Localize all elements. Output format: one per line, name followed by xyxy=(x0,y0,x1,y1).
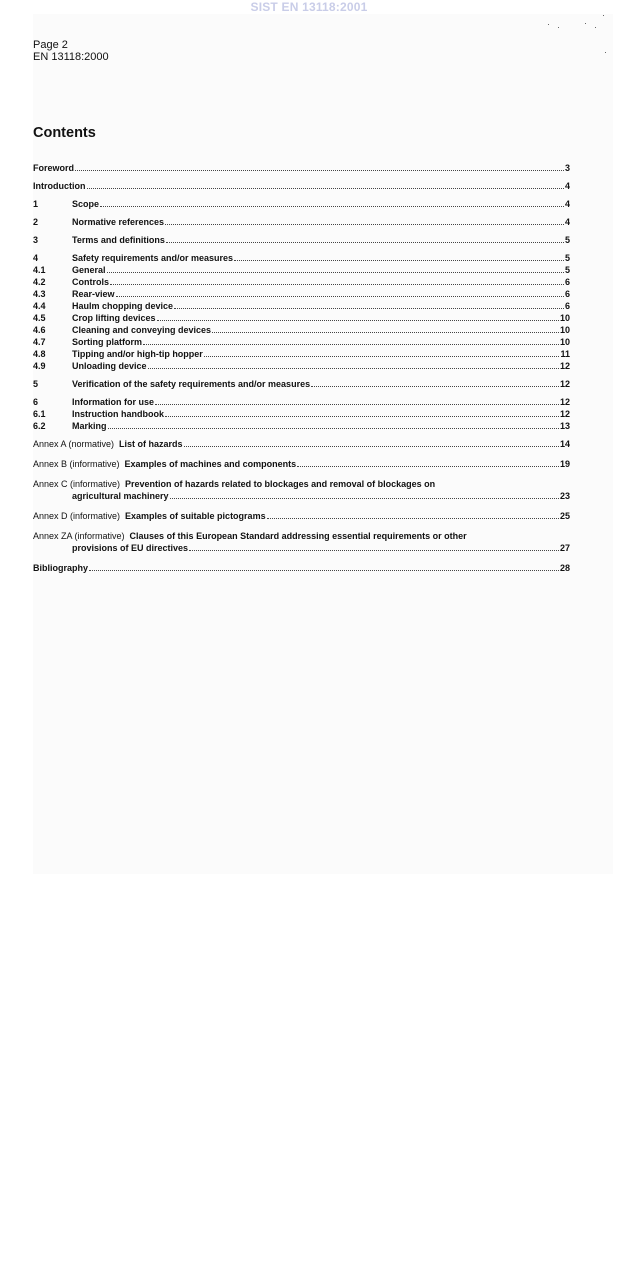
toc-entry-page: 23 xyxy=(559,491,570,501)
toc-entry-cleaning-conveying[interactable] xyxy=(33,324,570,336)
toc-entry-bibliography[interactable] xyxy=(33,562,570,574)
dot-leader xyxy=(234,260,564,261)
toc-entry-information-for-use[interactable] xyxy=(33,396,570,408)
toc-entry-verification[interactable] xyxy=(33,378,570,390)
dot-leader xyxy=(184,446,559,447)
toc-entry-number: 4.9 xyxy=(33,361,46,371)
toc-entry-title: Terms and definitions xyxy=(72,235,165,245)
toc-entry-rear-view[interactable] xyxy=(33,288,570,300)
toc-entry-title: Controls xyxy=(72,277,109,287)
toc-entry-number: 6.2 xyxy=(33,421,46,431)
dot-leader xyxy=(157,320,559,321)
toc-entry-title: Information for use xyxy=(72,397,155,407)
contents-heading: Contents xyxy=(33,125,96,141)
dot-leader xyxy=(75,170,564,171)
dot-leader xyxy=(297,466,559,467)
toc-entry-page: 19 xyxy=(559,459,570,469)
toc-entry-marking[interactable] xyxy=(33,420,570,432)
toc-entry-title: Foreword xyxy=(33,163,75,173)
dot-leader xyxy=(148,368,559,369)
toc-entry-title: List of hazards xyxy=(119,439,183,449)
toc-entry-title: Bibliography xyxy=(33,563,89,573)
toc-entry-page: 6 xyxy=(564,277,570,287)
toc-entry-controls[interactable] xyxy=(33,276,570,288)
toc-entry-page: 25 xyxy=(559,511,570,521)
toc-entry-number: 1 xyxy=(33,199,39,209)
toc-entry-annex-d[interactable] xyxy=(33,510,570,522)
dot-leader xyxy=(267,518,559,519)
toc-entry-title: Introduction xyxy=(33,181,86,191)
toc-entry-page: 14 xyxy=(559,439,570,449)
toc-entry-number: 6.1 xyxy=(33,409,46,419)
toc-entry-annex-b[interactable] xyxy=(33,458,570,470)
toc-entry-page: 11 xyxy=(560,349,570,359)
toc-entry-page: 12 xyxy=(559,379,570,389)
toc-entry-title: Clauses of this European Standard addressing essential requirements or other xyxy=(129,531,467,541)
dot-leader xyxy=(143,344,559,345)
toc-entry-title: Prevention of hazards related to blockages and removal of blockages on xyxy=(125,479,436,489)
toc-entry-foreword[interactable] xyxy=(33,162,570,174)
toc-entry-page: 6 xyxy=(564,289,570,299)
dot-leader xyxy=(100,206,564,207)
toc-entry-page: 13 xyxy=(559,421,570,431)
toc-entry-general[interactable] xyxy=(33,264,570,276)
toc-entry-number: 4.5 xyxy=(33,313,46,323)
toc-entry-title: Instruction handbook xyxy=(72,409,164,419)
toc-entry-number: 3 xyxy=(33,235,39,245)
toc-entry-page: 3 xyxy=(564,163,570,173)
toc-entry-introduction[interactable] xyxy=(33,180,570,192)
table-of-contents xyxy=(33,162,570,574)
toc-entry-number: 2 xyxy=(33,217,39,227)
toc-entry-page: 28 xyxy=(559,563,570,573)
dot-leader xyxy=(174,308,564,309)
toc-entry-sorting-platform[interactable] xyxy=(33,336,570,348)
toc-entry-annex-a[interactable] xyxy=(33,438,570,450)
page-number-label: Page 2 xyxy=(33,39,68,51)
toc-entry-title: Sorting platform xyxy=(72,337,142,347)
toc-entry-number: 4.4 xyxy=(33,301,46,311)
toc-entry-page: 10 xyxy=(559,337,570,347)
dot-leader xyxy=(108,428,559,429)
toc-entry-title: Unloading device xyxy=(72,361,147,371)
toc-entry-annex-za[interactable] xyxy=(33,530,570,554)
dot-leader xyxy=(165,416,559,417)
toc-entry-number: 6 xyxy=(33,397,39,407)
toc-entry-normative-references[interactable] xyxy=(33,216,570,228)
toc-entry-title: Examples of machines and components xyxy=(124,459,297,469)
annex-label: Annex ZA (informative) xyxy=(33,531,125,541)
toc-entry-safety-requirements[interactable] xyxy=(33,252,570,264)
toc-entry-title: Tipping and/or high-tip hopper xyxy=(72,349,203,359)
toc-entry-title: Marking xyxy=(72,421,107,431)
toc-entry-title: Crop lifting devices xyxy=(72,313,156,323)
toc-entry-page: 4 xyxy=(564,217,570,227)
dot-leader xyxy=(155,404,559,405)
toc-entry-unloading-device[interactable] xyxy=(33,360,570,372)
standard-identifier: EN 13118:2000 xyxy=(33,51,109,63)
annex-label: Annex D (informative) xyxy=(33,511,121,521)
toc-entry-page: 4 xyxy=(564,181,570,191)
toc-entry-title: Safety requirements and/or measures xyxy=(72,253,234,263)
toc-entry-number: 5 xyxy=(33,379,39,389)
toc-entry-terms-definitions[interactable] xyxy=(33,234,570,246)
toc-entry-number: 4.1 xyxy=(33,265,46,275)
toc-entry-number: 4.2 xyxy=(33,277,46,287)
toc-entry-number: 4.8 xyxy=(33,349,46,359)
toc-entry-title: Scope xyxy=(72,199,100,209)
dot-leader xyxy=(204,356,560,357)
annex-label: Annex B (informative) xyxy=(33,459,120,469)
toc-entry-title-continued: agricultural machinery xyxy=(72,491,169,501)
toc-entry-page: 12 xyxy=(559,409,570,419)
toc-entry-page: 27 xyxy=(559,543,570,553)
watermark: SIST EN 13118:2001 xyxy=(250,0,368,14)
toc-entry-page: 10 xyxy=(559,325,570,335)
dot-leader xyxy=(116,296,564,297)
toc-entry-title: General xyxy=(72,265,106,275)
toc-entry-title: Normative references xyxy=(72,217,165,227)
toc-entry-title: Examples of suitable pictograms xyxy=(125,511,266,521)
toc-entry-title: Verification of the safety requirements and/or measures xyxy=(72,379,311,389)
toc-entry-page: 12 xyxy=(559,397,570,407)
toc-entry-title: Haulm chopping device xyxy=(72,301,174,311)
dot-leader xyxy=(170,498,559,499)
toc-entry-scope[interactable] xyxy=(33,198,570,210)
toc-entry-number: 4 xyxy=(33,253,39,263)
toc-entry-tipping-hopper[interactable] xyxy=(33,348,570,360)
toc-entry-page: 6 xyxy=(564,301,570,311)
toc-entry-page: 10 xyxy=(559,313,570,323)
dot-leader xyxy=(110,284,564,285)
toc-entry-title: Cleaning and conveying devices xyxy=(72,325,212,335)
toc-entry-haulm-chopping[interactable] xyxy=(33,300,570,312)
toc-entry-page: 12 xyxy=(559,361,570,371)
dot-leader xyxy=(87,188,564,189)
dot-leader xyxy=(166,242,564,243)
toc-entry-number: 4.6 xyxy=(33,325,46,335)
annex-label: Annex C (informative) xyxy=(33,479,121,489)
toc-entry-page: 5 xyxy=(564,235,570,245)
toc-entry-annex-c[interactable] xyxy=(33,478,570,502)
toc-entry-title: Rear-view xyxy=(72,289,115,299)
dot-leader xyxy=(311,386,559,387)
toc-entry-number: 4.3 xyxy=(33,289,46,299)
dot-leader xyxy=(89,570,559,571)
toc-entry-page: 5 xyxy=(564,253,570,263)
toc-entry-crop-lifting[interactable] xyxy=(33,312,570,324)
toc-entry-page: 5 xyxy=(564,265,570,275)
toc-entry-title-continued: provisions of EU directives xyxy=(72,543,189,553)
dot-leader xyxy=(189,550,559,551)
dot-leader xyxy=(212,332,559,333)
toc-entry-page: 4 xyxy=(564,199,570,209)
dot-leader xyxy=(165,224,564,225)
toc-entry-number: 4.7 xyxy=(33,337,46,347)
dot-leader xyxy=(107,272,564,273)
annex-label: Annex A (normative) xyxy=(33,439,115,449)
toc-entry-instruction-handbook[interactable] xyxy=(33,408,570,420)
